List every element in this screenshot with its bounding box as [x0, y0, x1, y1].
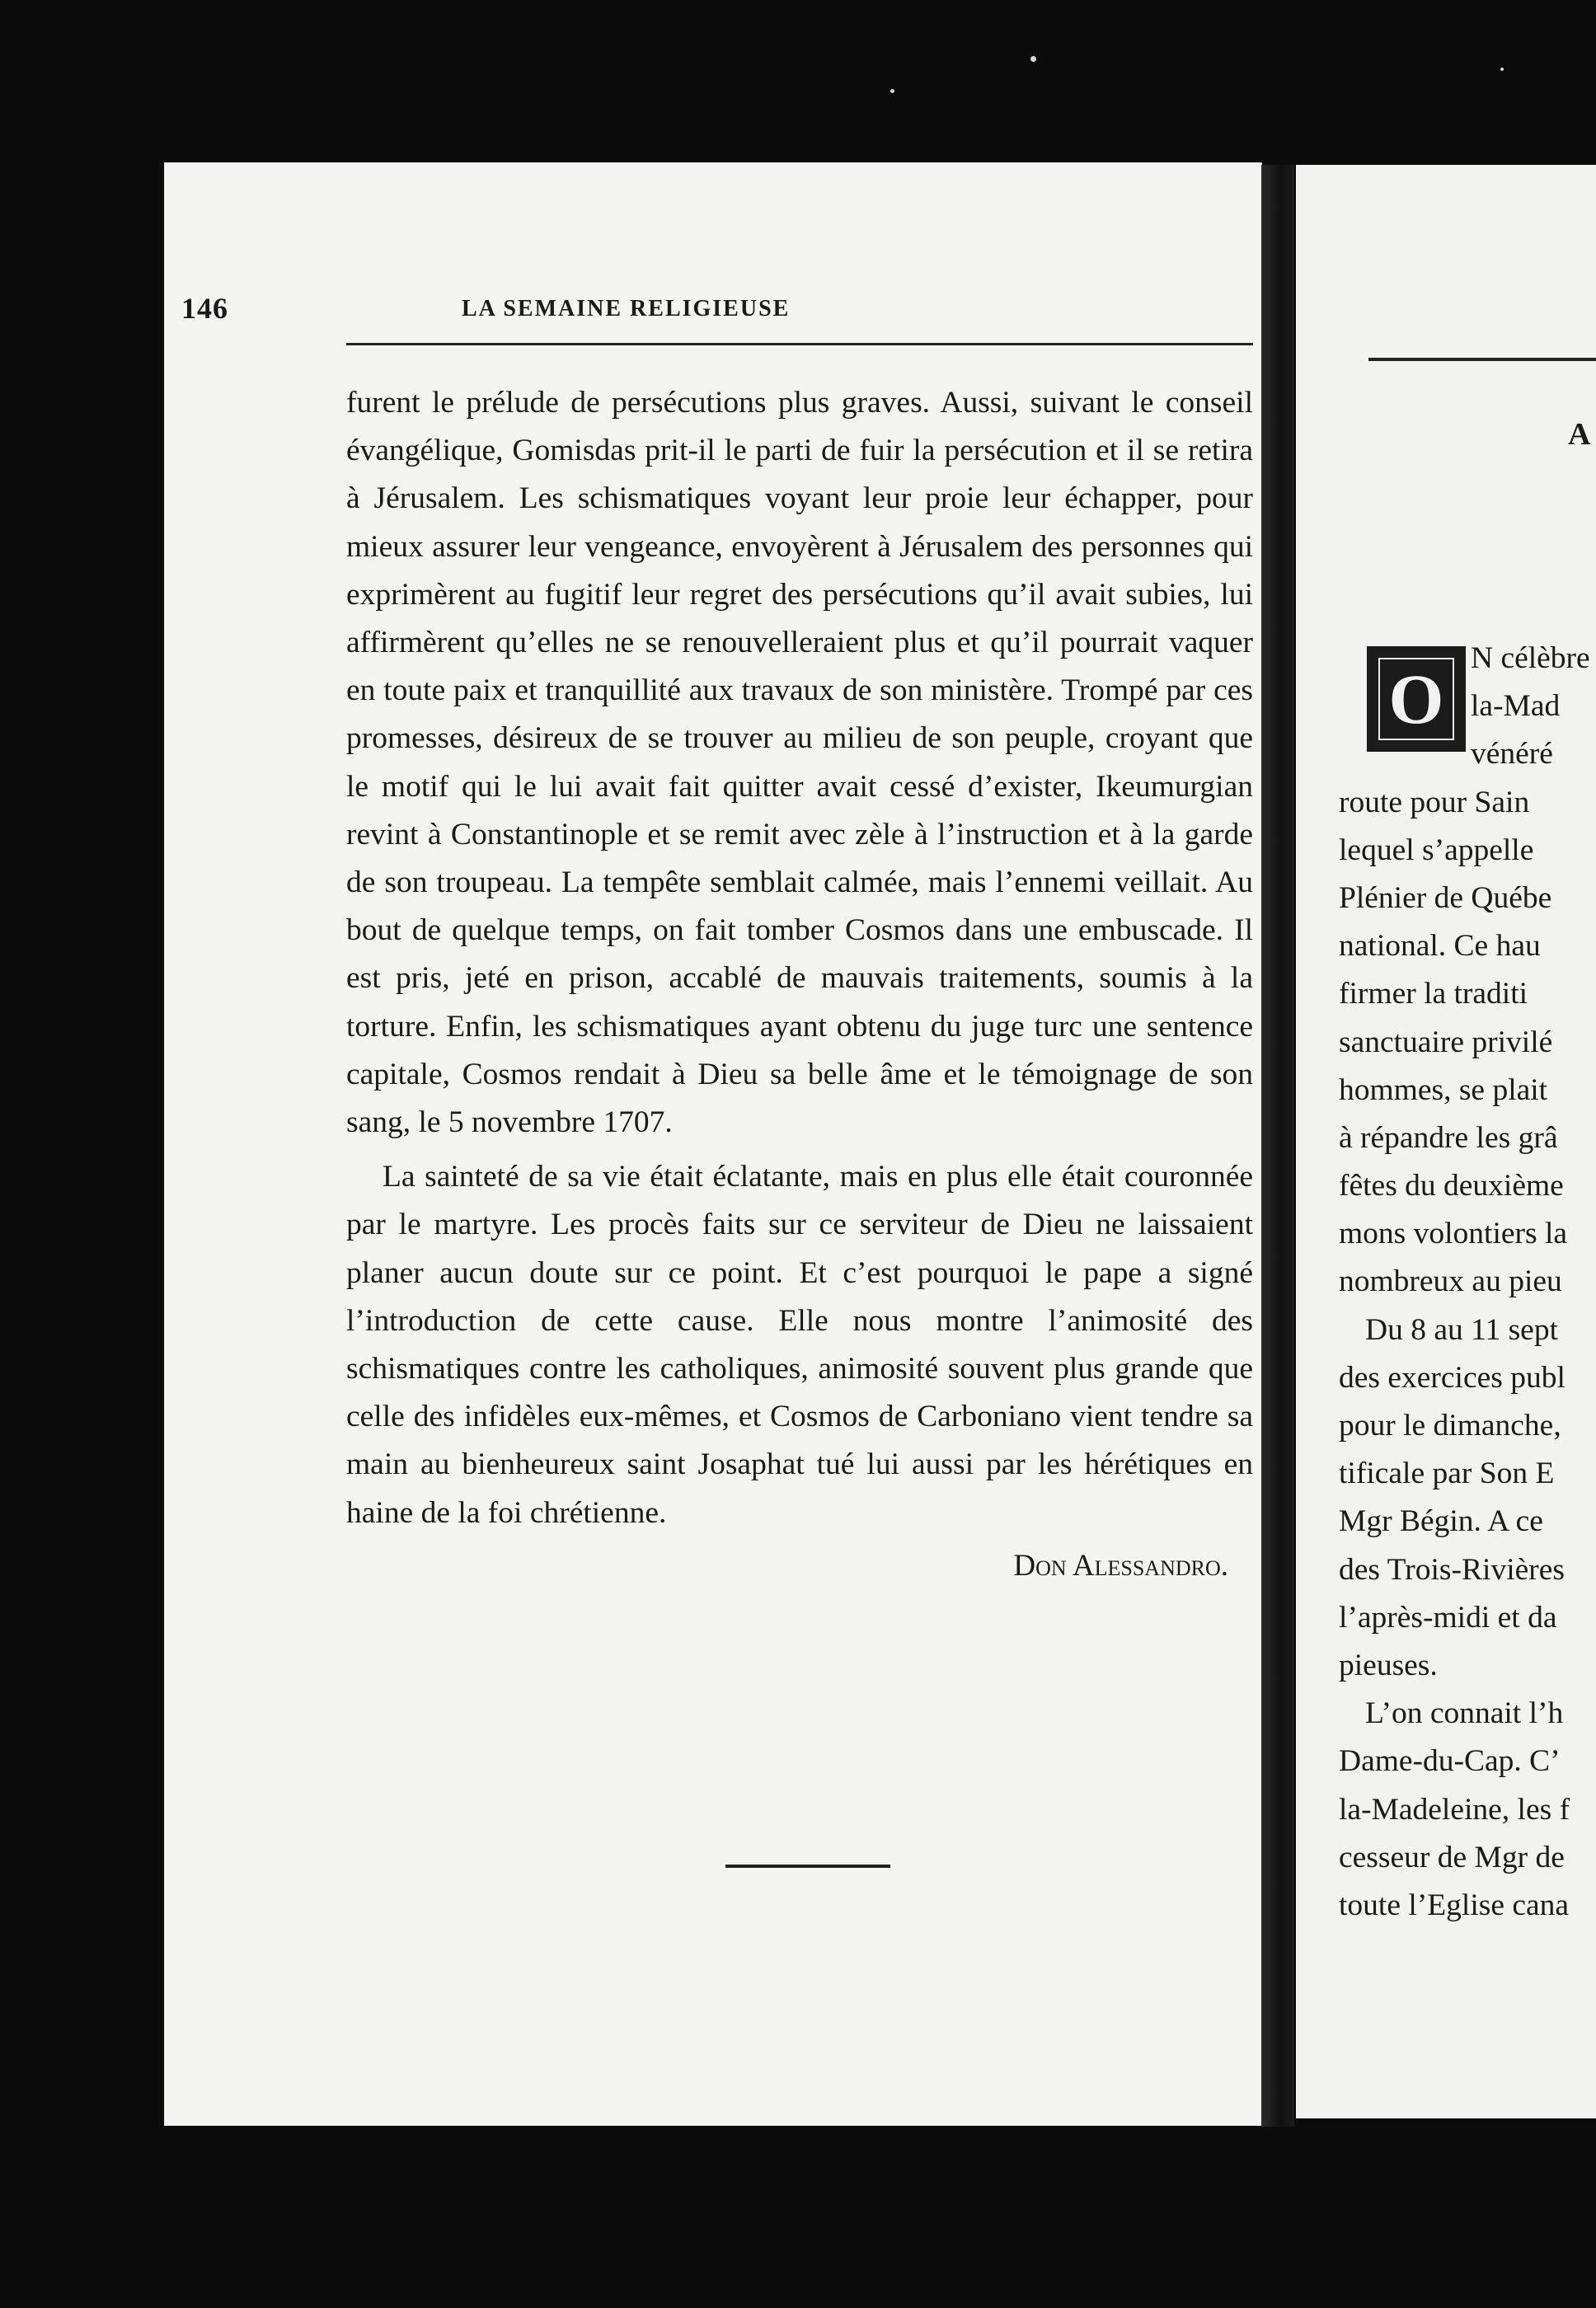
scan-speck [1030, 56, 1036, 62]
text-line: Mgr Bégin. A ce [1339, 1504, 1543, 1539]
text-line: l’après-midi et da [1339, 1600, 1557, 1635]
text-line: vénéré [1471, 737, 1553, 772]
scan-speck [1500, 68, 1504, 71]
right-page-heading: A [1568, 417, 1591, 452]
right-header-rule [1368, 358, 1596, 361]
right-page [1296, 165, 1596, 2118]
text-line: Plénier de Québe [1339, 880, 1552, 915]
text-line: la-Madeleine, les f [1339, 1792, 1570, 1827]
paragraph-1: furent le prélude de persécutions plus graves. Aussi, suivant le conseil évangélique, Gomisdas prit-il le parti de fuir la persécution et il se retira à Jérusalem. Les schismatiques voyant leur proie leur échapper, pour mieux assurer leur vengeance, envoyèrent à Jérusalem des personnes qui exprimèrent au fugitif leur regret des persécutions qu’il avait subies, lui affirmèrent qu’elles ne se renouvelleraient plus et qu’il pourrait vaquer en toute paix et tranquillité aux travaux de son ministère. Trompé par ces promesses, désireux de se trouver au milieu de son peuple, croyant que le motif qui le lui avait fait quitter avait cessé d’exister, Ikeumurgian revint à Constantinople et se remit avec zèle à l’instruction et à la garde de son troupeau. La tempête semblait calmée, mais l’ennemi veillait. Au bout de quelque temps, on fait tomber Cosmos dans une embuscade. Il est pris, jeté en prison, accablé de mauvais traitements, soumis à la torture. Enfin, les schismatiques ayant obtenu du juge turc une sentence capitale, Cosmos rendait à Dieu sa belle âme et le témoignage de son sang, le 5 novembre 1707. [346, 386, 1253, 1140]
text-line: firmer la traditi [1339, 977, 1528, 1011]
scan-speck [890, 89, 894, 93]
text-line: pieuses. [1339, 1648, 1438, 1682]
running-head [181, 284, 1088, 334]
dropcap-letter: O [1388, 659, 1444, 739]
text-line: pour le dimanche, [1339, 1409, 1561, 1442]
article-body [346, 379, 1253, 1590]
journal-title: LA SEMAINE RELIGIEUSE [462, 296, 791, 321]
text-line: mons volontiers la [1339, 1217, 1568, 1251]
text-line: lequel s’appelle [1339, 833, 1534, 867]
closing-rule [725, 1865, 890, 1868]
text-line: sanctuaire privilé [1339, 1025, 1553, 1059]
paragraph-2: La sainteté de sa vie était éclatante, mais en plus elle était couronnée par le martyre. Les procès faits sur ce serviteur de Dieu ne laissaient planer aucun doute sur ce point. Et c’est pourquoi le pape a signé l’introduction de cette cause. Elle nous montre l’animosité des schismatiques contre les catholiques, animosité souvent plus grande que celle des infidèles eux-mêmes, et Cosmos de Carboniano vient tendre sa main au bienheureux saint Josaphat tué lui aussi par les hérétiques en haine de la foi chrétienne. [346, 1160, 1253, 1530]
text-line: cesseur de Mgr de [1339, 1840, 1565, 1874]
text-line: N célèbre [1471, 641, 1590, 675]
text-line: des exercices publ [1339, 1360, 1565, 1395]
text-line: nombreux au pieu [1339, 1264, 1562, 1299]
text-line: hommes, se plait [1339, 1072, 1548, 1107]
book-gutter [1261, 165, 1294, 2127]
page-number: 146 [181, 292, 228, 325]
right-page-text [1339, 635, 1596, 1930]
text-line: fêtes du deuxième [1339, 1169, 1564, 1203]
text-line: Dame-du-Cap. C’ [1339, 1744, 1561, 1779]
text-line: à répandre les grâ [1339, 1120, 1558, 1155]
author-signature: Don Alessandro. [1013, 1548, 1228, 1583]
text-line: Du 8 au 11 sept [1365, 1312, 1558, 1347]
text-line: des Trois-Rivières [1339, 1552, 1565, 1587]
text-line: tificale par Son E [1339, 1457, 1555, 1491]
text-line: toute l’Eglise cana [1339, 1888, 1570, 1922]
text-line: route pour Sain [1339, 785, 1530, 819]
header-rule [346, 343, 1253, 345]
text-line: la-Mad [1471, 689, 1561, 724]
text-line: L’on connait l’h [1365, 1696, 1564, 1731]
text-line: national. Ce hau [1339, 929, 1541, 964]
